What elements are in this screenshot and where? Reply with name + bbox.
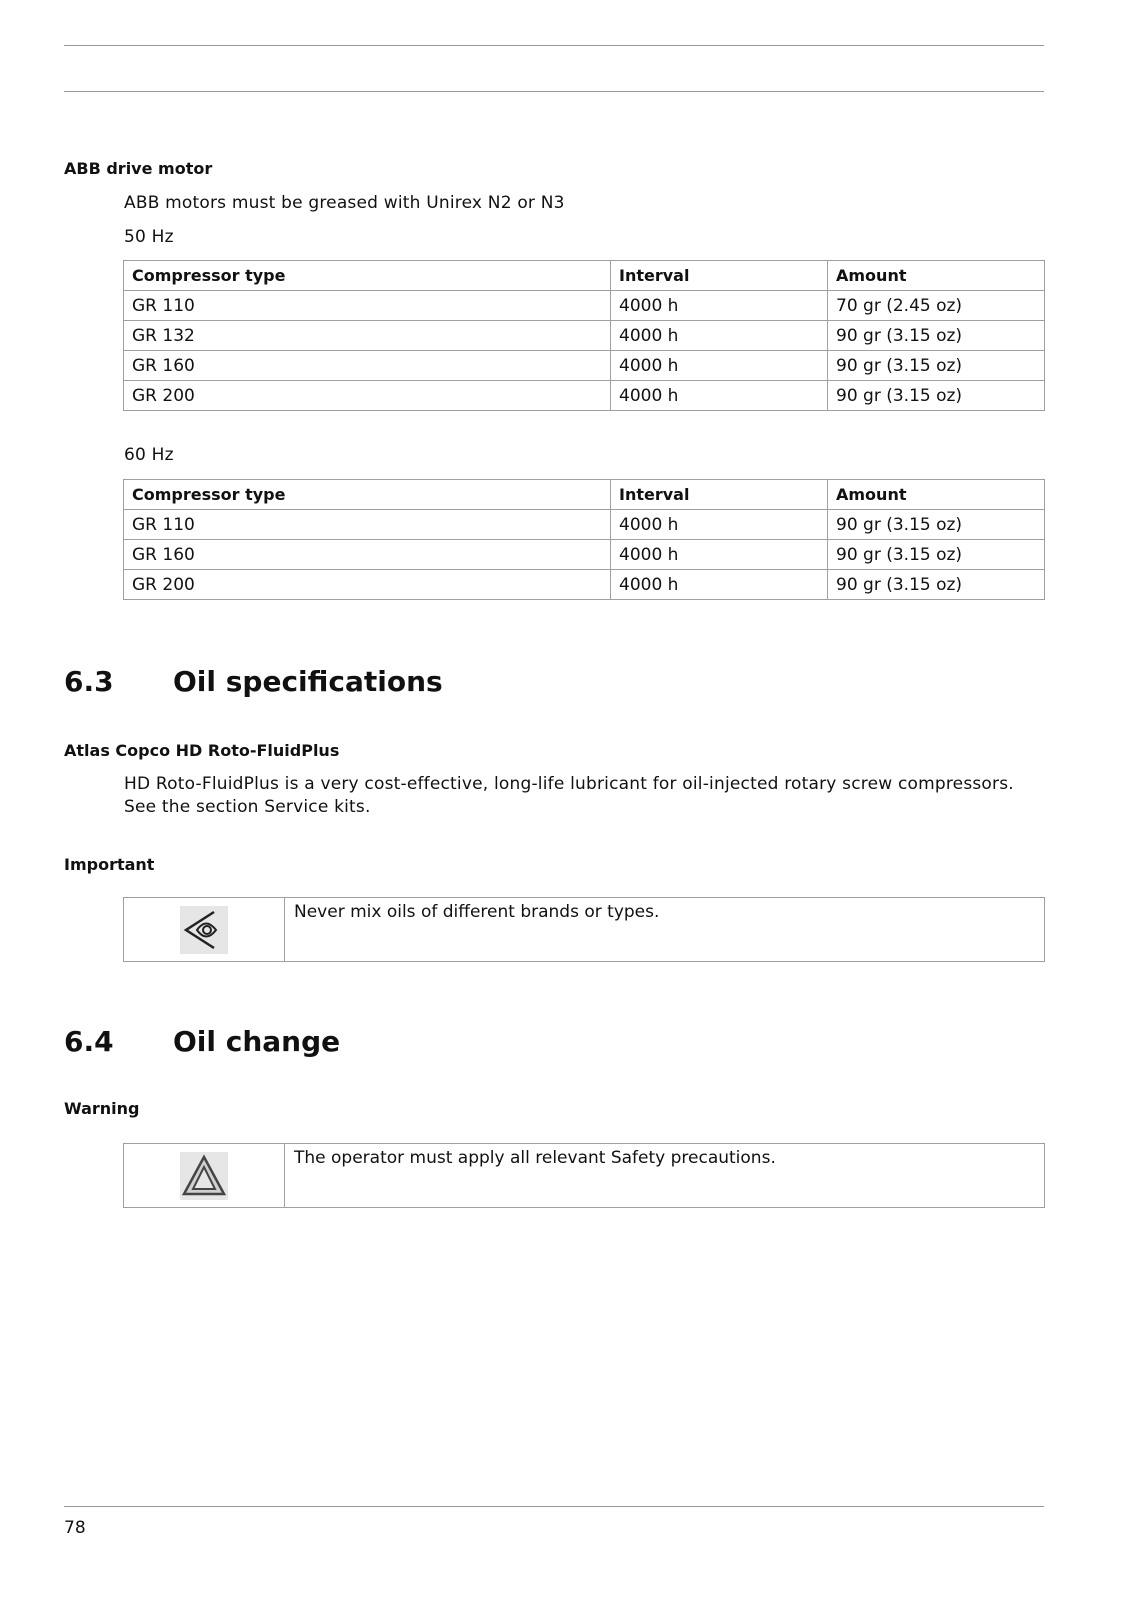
section-title-oil-change (64, 1025, 340, 1058)
section-number: 6.4 (64, 1025, 114, 1058)
important-label: Important (64, 855, 155, 874)
table-cell: GR 200 (124, 381, 611, 411)
oil-description-line2: See the section Service kits. (124, 797, 371, 817)
abb-heading: ABB drive motor (64, 159, 213, 178)
table-cell: 4000 h (611, 381, 828, 411)
table-cell: 4000 h (611, 540, 828, 570)
notice-text: The operator must apply all relevant Safety precautions. (294, 1148, 776, 1168)
section-title-text: Oil specifications (173, 665, 443, 698)
table-cell: 4000 h (611, 570, 828, 600)
notice-icon-cell (124, 898, 285, 961)
table-cell: 4000 h (611, 510, 828, 540)
table-cell: 4000 h (611, 321, 828, 351)
table-header-row (124, 480, 1045, 510)
column-header: Interval (611, 261, 828, 291)
footer-rule (64, 1506, 1044, 1507)
table-cell: 4000 h (611, 351, 828, 381)
table-cell: GR 160 (124, 351, 611, 381)
table-row (124, 570, 1045, 600)
warning-notice (123, 1143, 1045, 1208)
warning-label: Warning (64, 1099, 140, 1118)
hz50-label: 50 Hz (124, 227, 174, 247)
grease-table-50hz (123, 260, 1045, 411)
table-row (124, 540, 1045, 570)
table-cell: 90 gr (3.15 oz) (828, 510, 1045, 540)
header-rule-top (64, 45, 1044, 46)
section-title-oil-specifications (64, 665, 443, 698)
table-cell: 70 gr (2.45 oz) (828, 291, 1045, 321)
column-header: Amount (828, 480, 1045, 510)
section-number: 6.3 (64, 665, 114, 698)
table-row (124, 351, 1045, 381)
table-cell: GR 160 (124, 540, 611, 570)
table-cell: 90 gr (3.15 oz) (828, 540, 1045, 570)
table-cell: GR 110 (124, 291, 611, 321)
table-cell: GR 132 (124, 321, 611, 351)
table-cell: GR 110 (124, 510, 611, 540)
column-header: Interval (611, 480, 828, 510)
column-header: Compressor type (124, 480, 611, 510)
column-header: Compressor type (124, 261, 611, 291)
table-cell: GR 200 (124, 570, 611, 600)
warning-triangle-icon (180, 1152, 228, 1200)
notice-text: Never mix oils of different brands or types. (294, 902, 660, 922)
important-notice (123, 897, 1045, 962)
column-header: Amount (828, 261, 1045, 291)
oil-description-line1: HD Roto-FluidPlus is a very cost-effective, long-life lubricant for oil-injected rotary screw compressors. (124, 774, 1014, 794)
table-row (124, 291, 1045, 321)
table-cell: 90 gr (3.15 oz) (828, 381, 1045, 411)
table-cell: 90 gr (3.15 oz) (828, 570, 1045, 600)
eye-caution-icon (180, 906, 228, 954)
hz60-label: 60 Hz (124, 445, 174, 465)
table-row (124, 321, 1045, 351)
table-row (124, 381, 1045, 411)
table-row (124, 510, 1045, 540)
header-rule-bottom (64, 91, 1044, 92)
grease-table-60hz (123, 479, 1045, 600)
notice-icon-cell (124, 1144, 285, 1207)
table-cell: 90 gr (3.15 oz) (828, 321, 1045, 351)
table-header-row (124, 261, 1045, 291)
table-cell: 4000 h (611, 291, 828, 321)
abb-intro: ABB motors must be greased with Unirex N2 or N3 (124, 193, 565, 213)
section-title-text: Oil change (173, 1025, 341, 1058)
table-cell: 90 gr (3.15 oz) (828, 351, 1045, 381)
page-number: 78 (64, 1518, 86, 1538)
oil-subheading: Atlas Copco HD Roto-FluidPlus (64, 741, 340, 760)
